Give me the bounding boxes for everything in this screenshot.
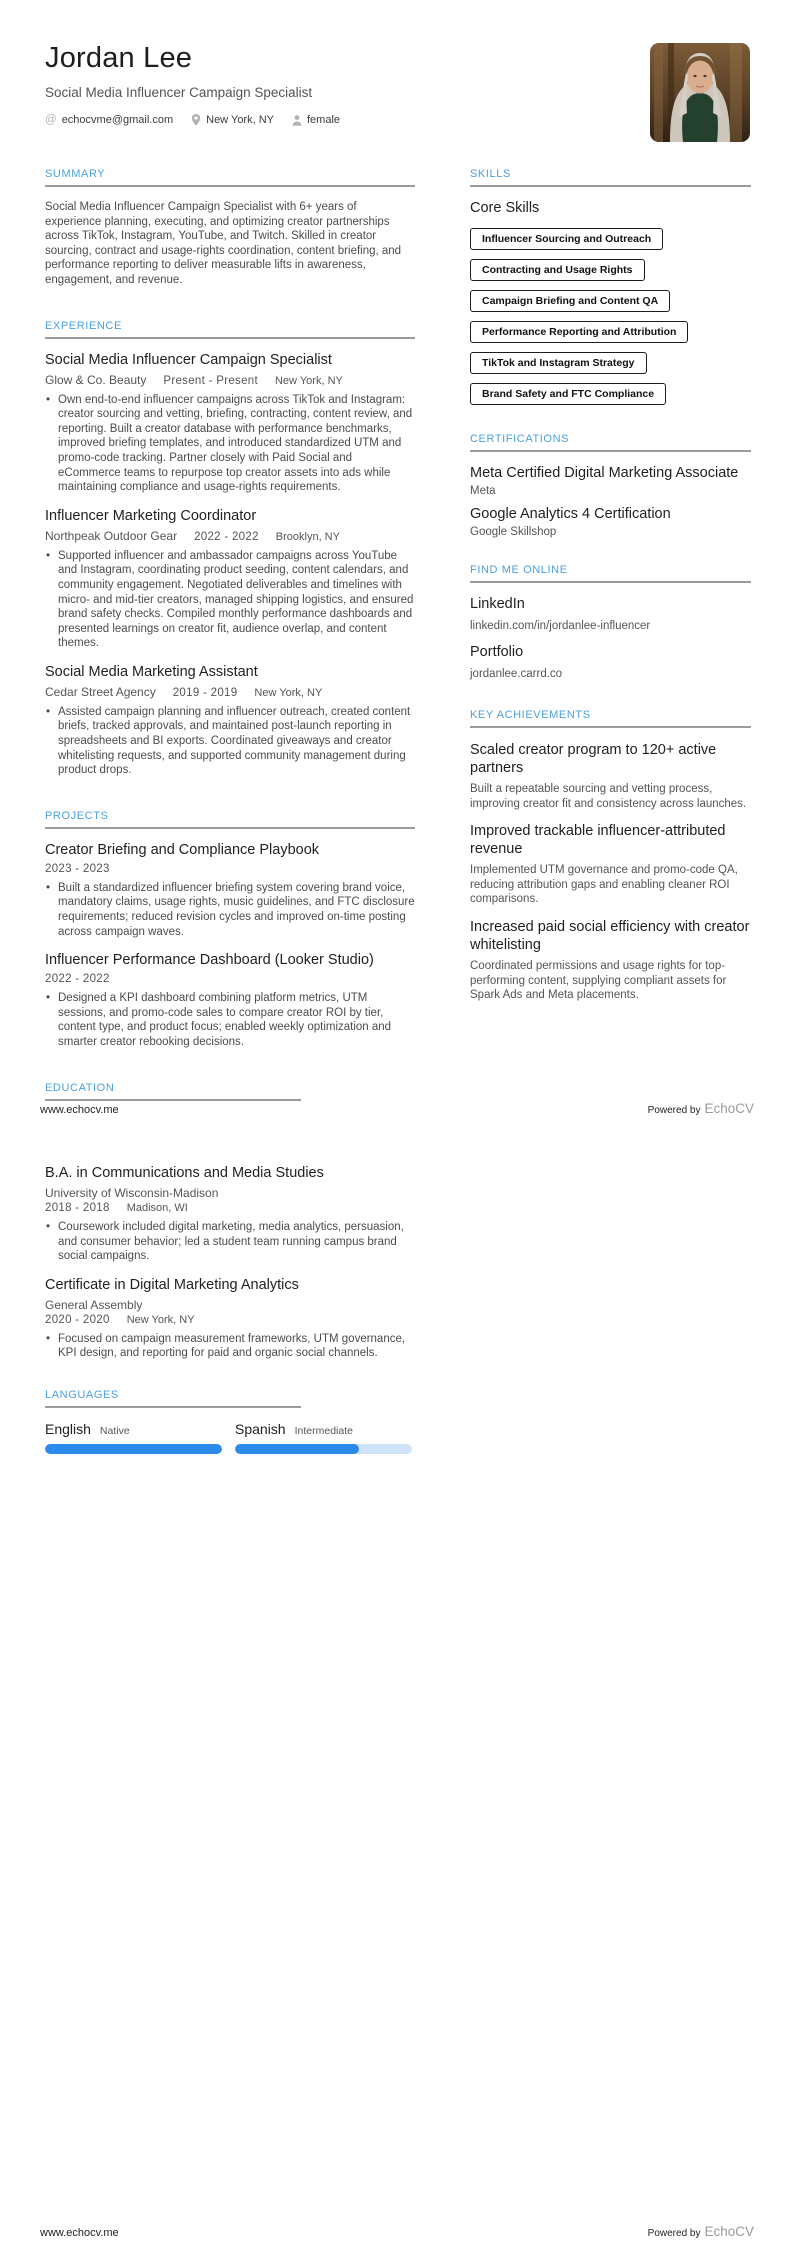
language-proficiency-fill xyxy=(235,1444,359,1454)
gender-text: female xyxy=(307,114,341,126)
school-name: University of Wisconsin-Madison xyxy=(45,1186,219,1200)
certification-issuer: Meta xyxy=(470,485,496,497)
section-skills xyxy=(470,168,751,405)
right-column xyxy=(470,168,751,1035)
job-meta xyxy=(45,529,415,543)
language-level: Native xyxy=(99,1424,130,1437)
achievement-item xyxy=(470,918,751,1003)
skills-heading: SKILLS xyxy=(470,168,511,180)
achievement-description: Built a repeatable sourcing and vetting process, improving creator fit and consistency across launches. xyxy=(470,783,747,810)
section-rule xyxy=(470,581,751,583)
project-entry xyxy=(45,952,415,1049)
summary-text: Social Media Influencer Campaign Specialist with 6+ years of experience planning, executing, and optimizing creator partnerships across TikTok, Instagram, YouTube, and Twitch. Skilled in creator sourcing, contract and usage-rights coordination, content briefing, and performance reporting to deliver measurable lifts in awareness, engagement, and revenue. xyxy=(45,201,402,286)
find-me-online-heading: FIND ME ONLINE xyxy=(470,564,568,576)
job-location: New York, NY xyxy=(254,686,323,699)
echocv-brand: EchoCV xyxy=(704,1101,754,1116)
language-name: Spanish xyxy=(235,1420,286,1437)
education-dates: 2018 - 2018 xyxy=(45,1202,110,1214)
skill-chip: Contracting and Usage Rights xyxy=(470,259,645,281)
language-item xyxy=(45,1421,222,1454)
certifications-heading: CERTIFICATIONS xyxy=(470,433,570,445)
section-certifications xyxy=(470,433,751,538)
job-bullets xyxy=(45,705,415,778)
job-bullet: • Assisted campaign planning and influencer outreach, created content briefs, tracked approvals, and maintained post-launch reporting in spreadsheets and BI exports. Coordinated giveaways and creator whitelisting requests, and supported community management during product drops. xyxy=(45,705,415,778)
education-bullet: • Focused on campaign measurement frameworks, UTM governance, KPI design, and reporting for paid and organic social channels. xyxy=(45,1332,415,1361)
section-key-achievements xyxy=(470,709,751,1003)
job-bullet: • Supported influencer and ambassador campaigns across YouTube and Instagram, coordinating product seeding, content calendars, and community engagement. Negotiated deliverables and timelines with micro- and mid-tier creators, managed shipping logistics, and ensured brand safety checks. Compiled monthly performance dashboards and presented learnings on creator fit, audience overlap, and content themes. xyxy=(45,549,415,651)
certification-name: Google Analytics 4 Certification xyxy=(470,506,671,522)
powered-by xyxy=(648,2224,754,2239)
online-link-item xyxy=(470,644,751,682)
education-location: Madison, WI xyxy=(126,1202,188,1214)
projects-heading: PROJECTS xyxy=(45,809,109,822)
job-meta xyxy=(45,373,415,387)
job-dates: 2022 - 2022 xyxy=(194,530,259,543)
job-company: Glow & Co. Beauty xyxy=(45,372,147,387)
at-icon: @ xyxy=(45,114,57,126)
online-link-url[interactable]: linkedin.com/in/jordanlee-influencer xyxy=(470,620,651,632)
online-link-label: LinkedIn xyxy=(470,596,525,612)
education-heading: EDUCATION xyxy=(45,1081,115,1094)
education-dates: 2020 - 2020 xyxy=(45,1313,110,1326)
certification-item xyxy=(470,506,751,538)
job-bullet: • Own end-to-end influencer campaigns across TikTok and Instagram: creator sourcing and vetting, briefing, contracting, content review, and reporting. Built a creator database with performance benchmarks, improved briefing templates, and introduced standardized UTM and promo-code tracking. Partner closely with Paid Social and eCommerce teams to repurpose top creator assets into ads while maintaining compliance and usage-rights requirements. xyxy=(45,393,415,495)
project-bullets xyxy=(45,881,415,939)
candidate-title: Social Media Influencer Campaign Specialist xyxy=(45,85,313,100)
section-rule xyxy=(45,827,415,829)
contact-location xyxy=(191,114,274,126)
online-link-url[interactable]: jordanlee.carrd.co xyxy=(470,668,563,680)
job-location: Brooklyn, NY xyxy=(275,530,340,543)
section-languages xyxy=(45,1389,415,1454)
project-title: Creator Briefing and Compliance Playbook xyxy=(45,841,320,858)
project-title: Influencer Performance Dashboard (Looker Studio) xyxy=(45,952,374,969)
skill-chip: TikTok and Instagram Strategy xyxy=(470,352,647,374)
skill-chip: Performance Reporting and Attribution xyxy=(470,321,688,343)
language-proficiency-fill xyxy=(45,1444,222,1454)
project-meta xyxy=(45,973,415,985)
language-proficiency-bar xyxy=(45,1444,222,1454)
job-title: Social Media Marketing Assistant xyxy=(45,663,258,680)
school-name: General Assembly xyxy=(45,1297,143,1312)
education-school-row xyxy=(45,1298,415,1312)
section-education xyxy=(45,1082,415,1101)
location-text: New York, NY xyxy=(206,114,274,126)
project-dates: 2022 - 2022 xyxy=(45,973,110,986)
achievement-title: Improved trackable influencer-attributed revenue xyxy=(470,823,726,858)
degree-title: Certificate in Digital Marketing Analytics xyxy=(45,1276,299,1293)
language-list xyxy=(45,1421,415,1454)
email-link[interactable]: echocvme@gmail.com xyxy=(61,114,174,126)
education-meta xyxy=(45,1202,415,1214)
location-pin-icon xyxy=(191,114,201,126)
page-footer xyxy=(40,2224,754,2239)
education-bullet: • Coursework included digital marketing, media analytics, persuasion, and consumer behavior; led a student team running campus brand social campaigns. xyxy=(45,1220,415,1264)
achievement-description: Coordinated permissions and usage rights for top-performing content, supplying compliant assets for Spark Ads and Meta placements. xyxy=(470,959,727,1002)
achievement-title: Increased paid social efficiency with creator whitelisting xyxy=(470,918,750,953)
section-summary xyxy=(45,168,415,288)
job-entry xyxy=(45,664,415,778)
online-link-label: Portfolio xyxy=(470,644,524,660)
job-company: Northpeak Outdoor Gear xyxy=(45,528,178,543)
key-achievements-heading: KEY ACHIEVEMENTS xyxy=(470,709,591,721)
achievement-description: Implemented UTM governance and promo-code QA, reducing attribution gaps and enabling cleaner ROI comparisons. xyxy=(470,864,738,906)
job-dates: Present - Present xyxy=(163,374,258,387)
education-school-row xyxy=(45,1186,415,1200)
language-label-row xyxy=(235,1421,412,1437)
experience-heading: EXPERIENCE xyxy=(45,319,122,332)
resume-header xyxy=(45,42,605,126)
section-rule xyxy=(470,450,751,452)
language-name: English xyxy=(45,1420,91,1437)
echocv-brand: EchoCV xyxy=(704,2224,754,2239)
skill-chip: Brand Safety and FTC Compliance xyxy=(470,383,666,405)
language-level: Intermediate xyxy=(294,1424,353,1437)
left-column xyxy=(45,1165,415,1486)
job-entry xyxy=(45,508,415,651)
project-dates: 2023 - 2023 xyxy=(45,862,110,875)
skill-chip: Influencer Sourcing and Outreach xyxy=(470,228,663,250)
powered-by-text: Powered by xyxy=(647,1105,701,1116)
project-bullet: • Built a standardized influencer briefing system covering brand voice, mandatory claims, usage rights, music guidelines, and FTC disclosure requirements; reduced revision cycles and improved on-time posting across campaign waves. xyxy=(45,881,415,939)
page-footer xyxy=(40,1101,754,1116)
powered-by-text: Powered by xyxy=(647,2228,701,2239)
job-entry xyxy=(45,352,415,495)
education-location: New York, NY xyxy=(126,1313,195,1326)
section-rule xyxy=(470,185,751,187)
project-bullet: • Designed a KPI dashboard combining platform metrics, UTM sessions, and promo-code sales to compare creator ROI by tier, content type, and product focus; enabled weekly optimization and smarter creator rebooking decisions. xyxy=(45,991,415,1049)
contact-email xyxy=(45,114,173,126)
section-experience xyxy=(45,320,415,778)
language-proficiency-bar xyxy=(235,1444,412,1454)
certification-issuer: Google Skillshop xyxy=(470,526,557,538)
footer-site-link[interactable]: www.echocv.me xyxy=(40,1104,119,1116)
footer-site-link[interactable]: www.echocv.me xyxy=(40,2227,119,2239)
education-bullets xyxy=(45,1220,415,1264)
skills-group-title: Core Skills xyxy=(470,200,540,216)
section-rule xyxy=(45,1406,301,1408)
achievement-item xyxy=(470,822,751,907)
job-title: Social Media Influencer Campaign Specialist xyxy=(45,351,332,368)
project-bullets xyxy=(45,991,415,1049)
project-meta xyxy=(45,863,415,875)
education-entry xyxy=(45,1277,415,1361)
achievement-title: Scaled creator program to 120+ active partners xyxy=(470,742,717,776)
language-label-row xyxy=(45,1421,222,1437)
certification-name: Meta Certified Digital Marketing Associate xyxy=(470,465,739,481)
contact-gender xyxy=(292,114,340,126)
degree-title: B.A. in Communications and Media Studies xyxy=(45,1165,324,1181)
job-title: Influencer Marketing Coordinator xyxy=(45,507,257,524)
skill-chips xyxy=(470,228,751,405)
profile-photo xyxy=(650,43,750,142)
languages-heading: LANGUAGES xyxy=(45,1388,119,1401)
online-link-item xyxy=(470,596,751,634)
candidate-name: Jordan Lee xyxy=(45,42,193,74)
job-dates: 2019 - 2019 xyxy=(172,686,238,699)
education-meta xyxy=(45,1314,415,1326)
job-company: Cedar Street Agency xyxy=(45,684,156,699)
section-find-me-online xyxy=(470,564,751,682)
contact-row xyxy=(45,114,605,126)
education-bullets xyxy=(45,1332,415,1361)
education-entry xyxy=(45,1165,415,1264)
section-rule xyxy=(45,185,415,187)
person-icon xyxy=(292,115,302,126)
section-education-continued xyxy=(45,1165,415,1361)
section-projects xyxy=(45,810,415,1050)
resume-page-2 xyxy=(0,1123,794,2246)
certification-item xyxy=(470,465,751,497)
job-bullets xyxy=(45,393,415,495)
section-rule xyxy=(470,726,751,728)
job-meta xyxy=(45,685,415,699)
language-item xyxy=(235,1421,412,1454)
project-entry xyxy=(45,842,415,939)
left-column xyxy=(45,168,415,1123)
job-bullets xyxy=(45,549,415,651)
job-location: New York, NY xyxy=(274,374,343,387)
summary-heading: SUMMARY xyxy=(45,168,106,180)
achievement-item xyxy=(470,741,751,811)
section-rule xyxy=(45,337,415,339)
powered-by xyxy=(648,1101,754,1116)
skill-chip: Campaign Briefing and Content QA xyxy=(470,290,670,312)
